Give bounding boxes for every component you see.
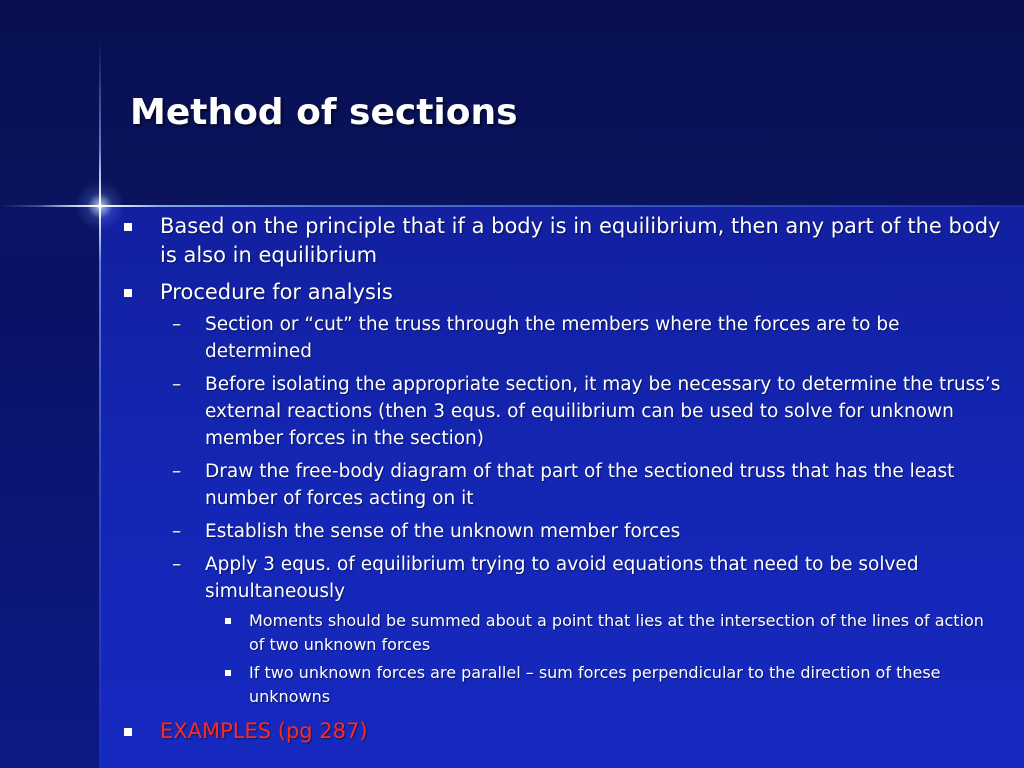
sub-sub-bullet-list — [205, 609, 1002, 709]
bullet-list — [122, 212, 1002, 746]
bullet-item — [122, 212, 1002, 270]
dash-bullet-icon: – — [172, 374, 182, 395]
sub-bullet-item — [160, 371, 1002, 452]
dash-bullet-icon: – — [172, 461, 182, 482]
small-square-bullet-icon — [225, 618, 231, 624]
square-bullet-icon — [124, 728, 132, 736]
sub-sub-bullet-text: Moments should be summed about a point that lies at the intersection of the lines of action of two unknown forces — [249, 611, 984, 654]
sub-bullet-item — [160, 311, 1002, 365]
sub-bullet-text: Apply 3 equs. of equilibrium trying to avoid equations that need to be solved simultaneously — [205, 554, 919, 602]
sub-sub-bullet-text: If two unknown forces are parallel – sum forces perpendicular to the direction of these unknowns — [249, 663, 941, 706]
square-bullet-icon — [124, 289, 132, 297]
sub-bullet-item — [160, 458, 1002, 512]
sub-bullet-text: Section or “cut” the truss through the members where the forces are to be determined — [205, 314, 900, 362]
sub-sub-bullet-item — [205, 661, 1002, 709]
slide-title: Method of sections — [130, 92, 518, 133]
dash-bullet-icon: – — [172, 314, 182, 335]
dash-bullet-icon: – — [172, 554, 182, 575]
sub-bullet-text: Establish the sense of the unknown member forces — [205, 521, 681, 542]
bullet-item-examples — [122, 717, 1002, 746]
sub-bullet-text: Before isolating the appropriate section, it may be necessary to determine the truss’s external reactions (then 3 equs. of equilibrium can be used to solve for unknown member forces in the section) — [205, 374, 1001, 449]
dash-bullet-icon: – — [172, 521, 182, 542]
small-square-bullet-icon — [225, 670, 231, 676]
slide-body — [122, 212, 1002, 754]
examples-text: EXAMPLES (pg 287) — [160, 719, 368, 743]
sub-bullet-list — [160, 311, 1002, 709]
bullet-text: Procedure for analysis — [160, 280, 393, 304]
bullet-item — [122, 278, 1002, 709]
sub-bullet-text: Draw the free-body diagram of that part of the sectioned truss that has the least number of forces acting on it — [205, 461, 955, 509]
square-bullet-icon — [124, 223, 132, 231]
sub-bullet-item — [160, 518, 1002, 545]
sparkle-horizontal-ray — [40, 205, 160, 207]
sub-sub-bullet-item — [205, 609, 1002, 657]
bullet-text: Based on the principle that if a body is in equilibrium, then any part of the body is also in equilibrium — [160, 214, 1001, 267]
sub-bullet-item — [160, 551, 1002, 709]
